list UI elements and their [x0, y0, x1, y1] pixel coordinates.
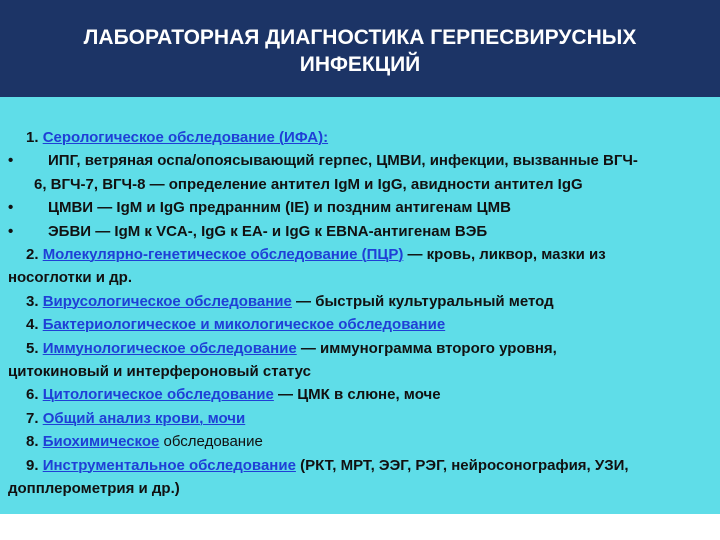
item-description: допплерометрия и др.) [8, 480, 180, 498]
bullet-item-continuation [8, 173, 708, 196]
item-link-immunology[interactable]: Иммунологическое обследование [42, 339, 297, 357]
bullet-text: ИПГ, ветряная оспа/опоясывающий герпес, ЦМВИ, инфекции, вызванные ВГЧ- [48, 152, 638, 170]
item-number: 1. [26, 129, 43, 146]
slide-title [84, 20, 637, 78]
item-description: носоглотки и др. [8, 269, 133, 287]
list-item-1 [8, 126, 708, 149]
item-link-biochemistry[interactable]: Биохимическое [42, 433, 160, 451]
item-link-blood-test[interactable]: Общий анализ крови, мочи [42, 409, 246, 427]
item-description: — иммунограмма второго уровня, [296, 339, 557, 357]
item-description: — кровь, ликвор, мазки из [403, 246, 606, 264]
list-item-2-continuation [8, 266, 708, 289]
bullet-icon: • [8, 152, 14, 170]
item-link-cytology[interactable]: Цитологическое обследование [42, 386, 274, 404]
slide-title-line2: ИНФЕКЦИЙ [299, 52, 421, 76]
list-item-7 [8, 407, 708, 430]
list-item-3 [8, 290, 708, 313]
item-link-pcr[interactable]: Молекулярно-генетическое обследование (ПЦР) [42, 246, 404, 264]
item-description: — быстрый культуральный метод [291, 292, 554, 310]
bullet-icon: • [8, 199, 14, 217]
item-number: 4. [26, 316, 43, 334]
item-description: цитокиновый и интерфероновый статус [8, 363, 311, 381]
item-description: (РКТ, МРТ, ЭЭГ, РЭГ, нейросонография, УЗИ, [295, 456, 629, 474]
item-number: 5. [26, 339, 43, 357]
item-description: — ЦМК в слюне, моче [273, 386, 441, 404]
item-number: 8. [26, 433, 43, 451]
list-item-9-continuation [8, 477, 708, 500]
slide-title-line1: ЛАБОРАТОРНАЯ ДИАГНОСТИКА ГЕРПЕСВИРУСНЫХ [83, 25, 637, 49]
bullet-text: ЦМВИ — IgM и IgG предранним (IE) и поздним антигенам ЦМВ [48, 199, 511, 217]
diagnostics-list [8, 126, 708, 501]
item-link-bacteriology[interactable]: Бактериологическое и микологическое обследование [42, 316, 446, 334]
bullet-item [8, 220, 708, 243]
item-link-virology[interactable]: Вирусологическое обследование [42, 292, 292, 310]
slide-footer [0, 514, 720, 540]
list-item-8 [8, 430, 708, 453]
list-item-4 [8, 313, 708, 336]
item-number: 7. [26, 409, 43, 427]
item-number: 9. [26, 456, 43, 474]
item-number: 6. [26, 386, 43, 404]
item-number: 2. [26, 246, 43, 264]
bullet-icon: • [8, 222, 14, 240]
item-link-serology[interactable]: Серологическое обследование (ИФА): [42, 129, 329, 146]
bullet-item [8, 196, 708, 219]
list-item-2 [8, 243, 708, 266]
bullet-text: ЭБВИ — IgM к VCA-, IgG к EA- и IgG к EBNA-антигенам ВЭБ [48, 222, 488, 240]
slide-header [0, 0, 720, 97]
list-item-9 [8, 454, 708, 477]
item-number: 3. [26, 292, 43, 310]
list-item-6 [8, 383, 708, 406]
item-link-instrumental[interactable]: Инструментальное обследование [42, 456, 296, 474]
bullet-item [8, 149, 708, 172]
list-item-5 [8, 337, 708, 360]
bullet-text: 6, ВГЧ-7, ВГЧ-8 — определение антител IgM и IgG, авидности антител IgG [34, 175, 583, 193]
item-description: обследование [159, 433, 263, 451]
list-item-5-continuation [8, 360, 708, 383]
